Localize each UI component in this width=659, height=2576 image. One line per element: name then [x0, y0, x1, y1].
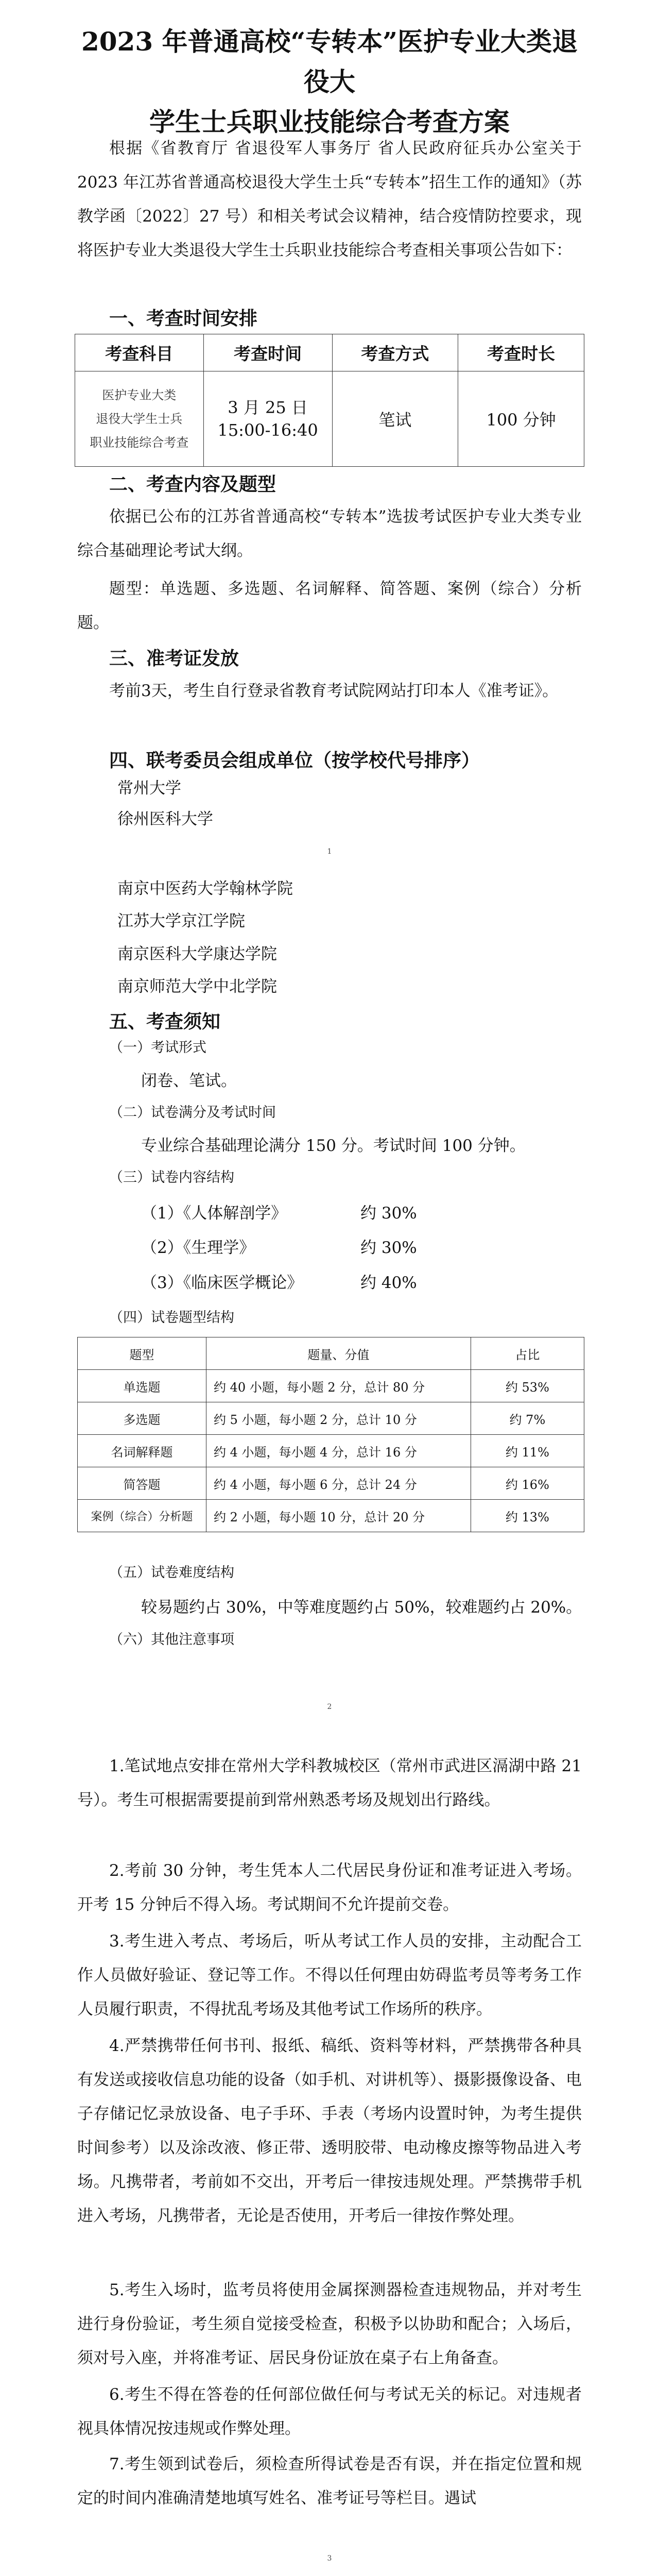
schedule-header-mode: 考查方式 [332, 334, 458, 371]
content-item-physiology: （2）《生理学》 [141, 1239, 255, 1257]
school-nnu-zhongbei: 南京师范大学中北学院 [117, 977, 277, 996]
subject-line-2: 退役大学生士兵 [96, 412, 183, 426]
table-row [78, 1435, 584, 1467]
qtype-detail: 约 4 小题，每小题 4 分，总计 16 分 [206, 1435, 471, 1467]
exam-mode: 笔试 [332, 371, 458, 467]
subject-line-1: 医护专业大类 [102, 388, 177, 402]
qtype-pct: 约 7% [471, 1402, 584, 1435]
sub-heading-difficulty: （五）试卷难度结构 [109, 1565, 234, 1581]
qtype-pct: 约 53% [471, 1370, 584, 1402]
exam-form-text: 闭卷、笔试。 [141, 1072, 237, 1090]
school-changzhou: 常州大学 [117, 779, 181, 798]
table-row [78, 1370, 584, 1402]
qtype-detail: 约 2 小题，每小题 10 分，总计 20 分 [206, 1500, 471, 1532]
title-line-2: 学生士兵职业技能综合考查方案 [149, 107, 510, 137]
qtype-header-pct: 占比 [471, 1337, 584, 1370]
section-3-heading: 三、准考证发放 [109, 648, 239, 669]
content-pct-anatomy: 约 30% [360, 1204, 417, 1223]
intro-paragraph: 根据《省教育厅 省退役军人事务厅 省人民政府征兵办公室关于 2023 年江苏省普通高校退役大学生士兵“专转本”招生工作的通知》（苏教学函〔2022〕27 号）和相关考试会议精神，结合疫情防控要求，现将医护专业大类退役大学生士兵职业技能综合考查相关事项公告如下： [77, 139, 582, 260]
qtype-detail: 约 40 小题，每小题 2 分，总计 80 分 [206, 1370, 471, 1402]
qtype-type: 名词解释题 [78, 1435, 206, 1467]
score-time-text: 专业综合基础理论满分 150 分。考试时间 100 分钟。 [141, 1137, 526, 1155]
table-row [78, 1500, 584, 1532]
qtype-detail: 约 4 小题，每小题 6 分，总计 24 分 [206, 1467, 471, 1500]
section-1-heading: 一、考查时间安排 [109, 308, 258, 329]
school-nanjing-tcm-hanlin: 南京中医药大学翰林学院 [117, 879, 293, 898]
section-5-heading: 五、考查须知 [109, 1011, 221, 1032]
rule-4: 4.严禁携带任何书刊、报纸、稿纸、资料等材料，严禁携带各种具有发送或接收信息功能的设备（如手机、对讲机等）、摄影摄像设备、电子存储记忆录放设备、电子手环、手表（考场内设置时钟，为考生提供时间参考）以及涂改液、修正带、透明胶带、电动橡皮擦等物品进入考场。凡携带者，考前如不交出，开考后一律按违规处理。严禁携带手机进入考场，凡携带者，无论是否使用，开考后一律按作弊处理。 [77, 2037, 582, 2225]
rule-1: 1.笔试地点安排在常州大学科教城校区（常州市武进区滆湖中路 21 号）。考生可根据需要提前到常州熟悉考场及规划出行路线。 [77, 1757, 582, 1809]
content-item-anatomy: （1）《人体解剖学》 [141, 1204, 287, 1223]
qtype-pct: 约 13% [471, 1500, 584, 1532]
sub-heading-exam-form: （一）考试形式 [109, 1040, 206, 1056]
qtype-type: 简答题 [78, 1467, 206, 1500]
title-line-1: 2023 年普通高校“专转本”医护专业大类退役大 [81, 26, 578, 97]
page-number-1: 1 [327, 848, 332, 856]
school-njmu-kangda: 南京医科大学康达学院 [117, 945, 277, 963]
exam-schedule-table [75, 334, 584, 467]
difficulty-text: 较易题约占 30%，中等难度题约占 50%，较难题约占 20%。 [141, 1598, 582, 1617]
page-number-3: 3 [327, 2554, 332, 2563]
content-item-clinical: （3）《临床医学概论》 [141, 1274, 303, 1292]
exam-date: 3 月 25 日 [228, 398, 308, 417]
qtype-type: 多选题 [78, 1402, 206, 1435]
section-4-heading: 四、联考委员会组成单位（按学校代号排序） [109, 750, 480, 771]
rule-3: 3.考生进入考点、考场后，听从考试工作人员的安排，主动配合工作人员做好验证、登记等工作。不得以任何理由妨碍监考员等考务工作人员履行职责，不得扰乱考场及其他考试工作场所的秩序。 [77, 1932, 582, 2019]
sub-heading-other-notes: （六）其他注意事项 [109, 1632, 234, 1648]
content-pct-physiology: 约 30% [360, 1239, 417, 1257]
subject-line-3: 职业技能综合考查 [90, 435, 189, 450]
sub-heading-question-types: （四）试卷题型结构 [109, 1310, 234, 1326]
page-number-2: 2 [327, 1703, 332, 1711]
table-row [78, 1402, 584, 1435]
schedule-header-subject: 考查科目 [75, 334, 204, 371]
qtype-pct: 约 16% [471, 1467, 584, 1500]
section-2-heading: 二、考查内容及题型 [109, 474, 276, 495]
exam-time: 15:00-16:40 [217, 420, 318, 440]
section-2-paragraph-1: 依据已公布的江苏省普通高校“专转本”选拔考试医护专业大类专业综合基础理论考试大纲。 [77, 507, 582, 560]
rule-6: 6.考生不得在答卷的任何部位做任何与考试无关的标记。对违规者视具体情况按违规或作弊处理。 [77, 2385, 582, 2438]
question-type-table [77, 1337, 584, 1532]
rule-5: 5.考生入场时，监考员将使用金属探测器检查违规物品，并对考生进行身份验证，考生须自觉接受检查，积极予以协助和配合；入场后，须对号入座，并将准考证、居民身份证放在桌子右上角备查。 [77, 2281, 582, 2367]
schedule-header-time: 考查时间 [203, 334, 332, 371]
section-3-paragraph: 考前3天，考生自行登录省教育考试院网站打印本人《准考证》。 [109, 682, 559, 700]
sub-heading-content: （三）试卷内容结构 [109, 1170, 234, 1185]
qtype-header-type: 题型 [78, 1337, 206, 1370]
qtype-header-detail: 题量、分值 [206, 1337, 471, 1370]
qtype-pct: 约 11% [471, 1435, 584, 1467]
rule-7: 7.考生领到试卷后，须检查所得试卷是否有误，并在指定位置和规定的时间内准确清楚地填写姓名、准考证号等栏目。遇试 [77, 2455, 582, 2507]
schedule-header-duration: 考查时长 [458, 334, 584, 371]
qtype-type: 单选题 [78, 1370, 206, 1402]
section-2-paragraph-2: 题型：单选题、多选题、名词解释、简答题、案例（综合）分析题。 [77, 580, 582, 632]
schedule-subject-cell [75, 371, 204, 467]
table-row [78, 1467, 584, 1500]
qtype-detail: 约 5 小题，每小题 2 分，总计 10 分 [206, 1402, 471, 1435]
sub-heading-score-time: （二）试卷满分及考试时间 [109, 1105, 276, 1121]
qtype-type: 案例（综合）分析题 [78, 1500, 206, 1532]
content-pct-clinical: 约 40% [360, 1274, 417, 1292]
document-title [77, 22, 582, 142]
school-xuzhou-medical: 徐州医科大学 [117, 810, 213, 828]
school-jiangsu-jingjiang: 江苏大学京江学院 [117, 912, 245, 930]
schedule-time-cell [203, 371, 332, 467]
rule-2: 2.考前 30 分钟，考生凭本人二代居民身份证和准考证进入考场。开考 15 分钟后不得入场。考试期间不允许提前交卷。 [77, 1861, 582, 1914]
exam-duration: 100 分钟 [458, 371, 584, 467]
